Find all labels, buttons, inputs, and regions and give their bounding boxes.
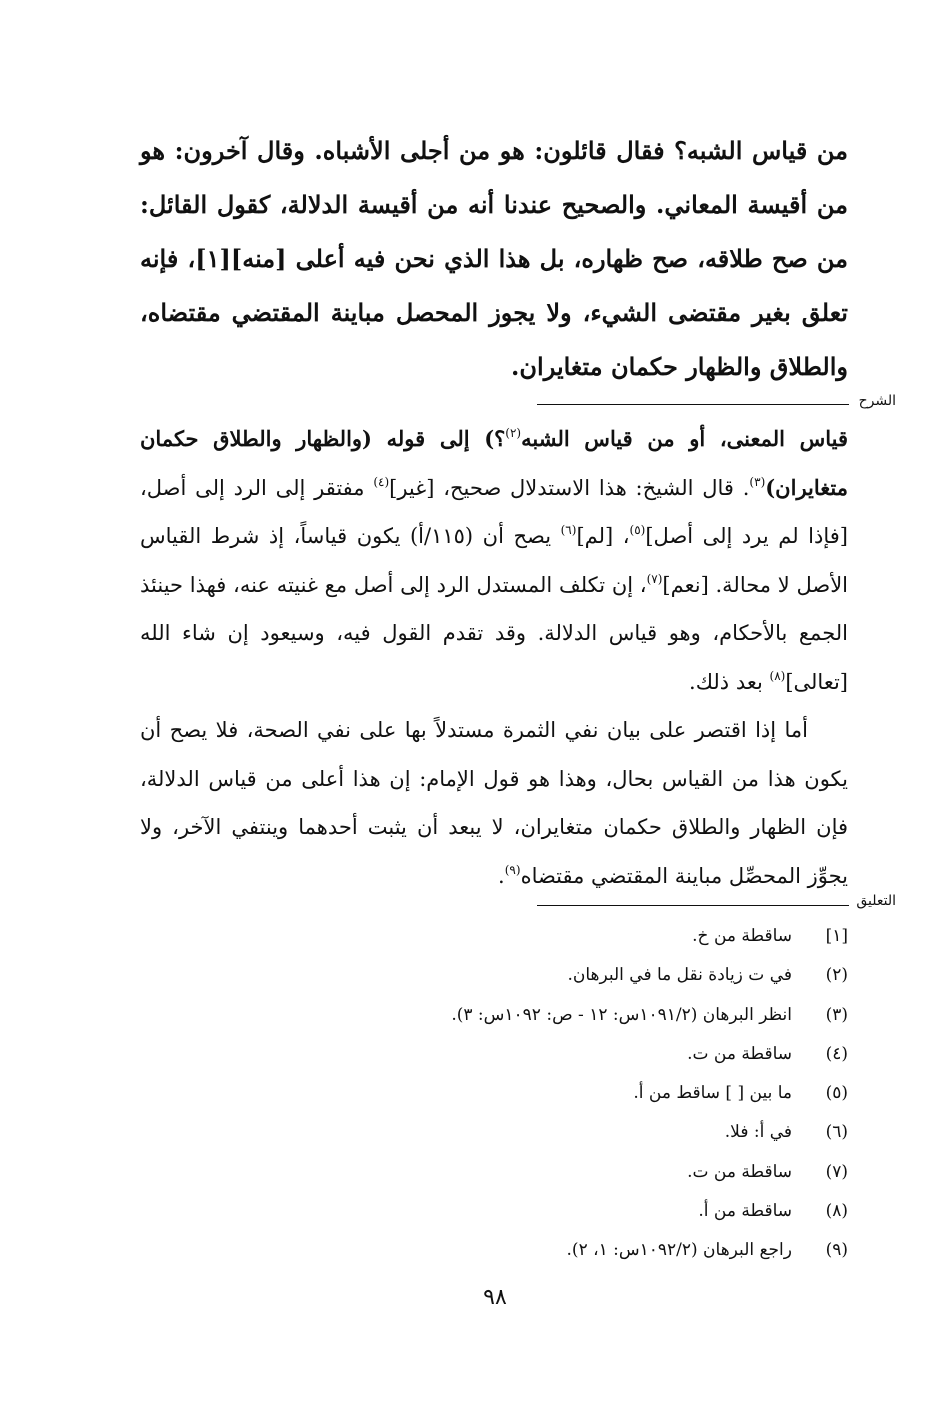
footnote-number: (٦) <box>825 1122 848 1143</box>
footnote-number: (٥) <box>825 1083 848 1104</box>
sharh-bold-mid: ؟) إلى قوله <box>372 426 506 451</box>
footnote-ref-3: (٣) <box>749 474 766 489</box>
footnote-text: راجع البرهان (١٠٩٢/٢س: ١، ٢). <box>566 1240 792 1261</box>
footnote-text: انظر البرهان (١٠٩١/٢س: ١٢ - ص: ١٠٩٢س: ٣). <box>451 1004 792 1025</box>
footnote-item <box>148 956 848 995</box>
footnote-item <box>148 996 848 1035</box>
sharh-text-f: بعد ذلك. <box>689 669 770 694</box>
matn-paragraph: من قياس الشبه؟ فقال قائلون: هو من أجلى الأشباه. وقال آخرون: هو من أقيسة المعاني. والصحيح عندنا أنه من أقيسة الدلالة، كقول القائل: من صح طلاقه، صح ظهاره، بل هذا الذي نحن فيه أعلى [منه][١]، فإنه تعلق بغير مقتضى الشيء، ولا يجوز المحصل مباينة المقتضي مقتضاه، والطلاق والظهار حكمان متغايران. <box>140 136 848 381</box>
footnote-item <box>148 1035 848 1074</box>
footnote-ref-2: (٢) <box>505 426 522 440</box>
footnote-text: ساقطة من ت. <box>687 1043 792 1064</box>
footnote-text: في أ: فلا. <box>724 1122 792 1143</box>
sharh-paragraph-2 <box>140 706 848 900</box>
footnote-number: (٧) <box>825 1161 848 1182</box>
sharh-text-d: يصح أن (١١٥/أ) يكون قياساً، إذ شرط القياس الأصل لا محالة. [نعم] <box>140 524 849 597</box>
taaliq-label: التعليق <box>856 893 896 909</box>
page-number: ٩٨ <box>483 1285 507 1310</box>
footnote-text: ما بين [ ] ساقط من أ. <box>633 1083 792 1104</box>
sharh-p2-end: . <box>498 863 505 888</box>
footnote-item <box>148 1153 848 1192</box>
footnote-ref-8: (٨) <box>769 668 786 683</box>
footnote-item <box>148 917 848 956</box>
sharh-text-block <box>140 415 848 900</box>
sharh-p2-text: أما إذا اقتصر على بيان نفي الثمرة مستدلاً بها على نفي الصحة، فلا يصح أن يكون هذا من القياس بحال، وهذا هو قول الإمام: إن هذا أعلى من قياس الدلالة، فإن الظهار والطلاق حكمان متغايران، لا يبعد أن يثبت أحدهما وينتفي الآخر، ولا يجوِّز المحصِّل مباينة المقتضي مقتضاه <box>140 718 848 888</box>
sharh-bold-start: قياس المعنى، أو من قياس الشبه <box>521 426 849 451</box>
footnote-number: (٤) <box>825 1043 848 1064</box>
footnotes-list <box>148 917 848 1271</box>
sharh-text-a: . قال الشيخ: هذا الاستدلال صحيح، [غير] <box>389 475 750 500</box>
footnote-ref-7: (٧) <box>646 571 663 586</box>
sharh-text-c: ، [لم] <box>576 524 630 548</box>
footnote-item <box>148 1231 848 1270</box>
footnote-item <box>148 1074 848 1113</box>
footnote-ref-5: (٥) <box>629 523 646 537</box>
sharh-text-b: مفتقر إلى الرد إلى أصل، [فإذا لم يرد إلى أصل] <box>140 475 848 548</box>
sharh-divider <box>537 404 849 405</box>
footnote-text: ساقطة من أ. <box>698 1201 792 1222</box>
matn-text-block <box>140 124 848 394</box>
footnote-number: (٨) <box>825 1201 848 1222</box>
footnote-text: في ت زيادة نقل ما في البرهان. <box>567 965 792 986</box>
sharh-label: الشرح <box>858 393 896 409</box>
taaliq-divider <box>537 905 849 906</box>
footnote-ref-4: (٤) <box>373 474 390 489</box>
footnote-item <box>148 1113 848 1152</box>
footnote-number: (٢) <box>825 965 848 986</box>
footnote-text: ساقطة من ت. <box>687 1161 792 1182</box>
sharh-text-e: ، إن تكلف المستدل الرد إلى أصل مع غنيته عنه، فهذا حينئذ الجمع بالأحكام، وهو قياس الدلالة. وقد تقدم القول فيه، وسيعود إن شاء الله [تعالى] <box>140 572 848 694</box>
sharh-paragraph-1 <box>140 415 848 706</box>
footnote-number: (٣) <box>825 1004 848 1025</box>
footnote-text: ساقطة من خ. <box>692 926 792 946</box>
footnote-ref-6: (٦) <box>560 523 577 537</box>
footnote-number: [١] <box>825 926 848 946</box>
footnote-ref-9: (٩) <box>504 862 521 877</box>
sharh-bold-quote: (والظهار والطلاق حكمان متغايران) <box>140 426 848 500</box>
footnote-item <box>148 1192 848 1231</box>
footnote-number: (٩) <box>825 1240 848 1261</box>
